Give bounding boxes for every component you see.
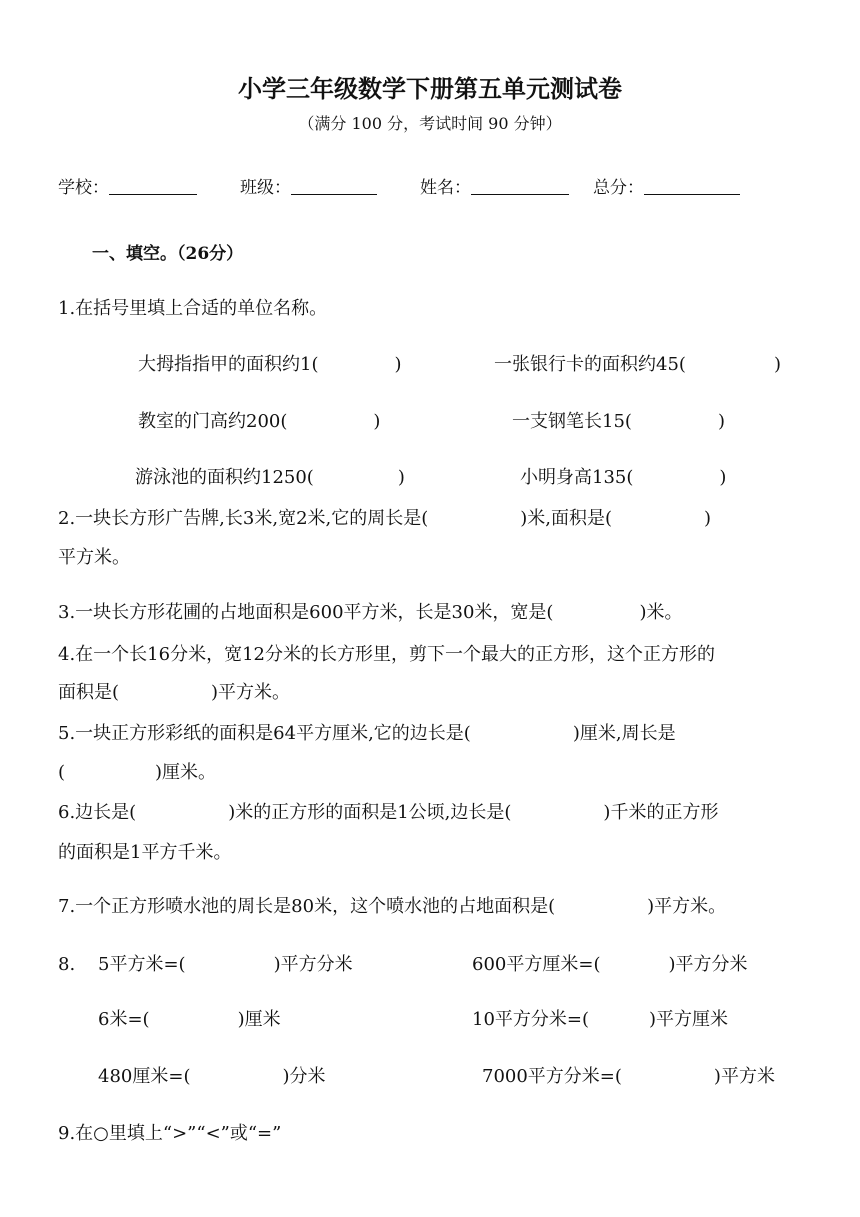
q8-number: 8.: [58, 954, 76, 975]
q1-row3-right: 小明身高135( ): [520, 467, 727, 488]
q1-prompt: 1.在括号里填上合适的单位名称。: [58, 298, 328, 319]
q2-line1: 2.一块长方形广告牌,长3米,宽2米,它的周长是( )米,面积是( ): [58, 508, 712, 529]
q6-line2: 的面积是1平方千米。: [58, 842, 232, 863]
school-field: [58, 178, 197, 197]
q4-line1: 4.在一个长16分米，宽12分米的长方形里，剪下一个最大的正方形，这个正方形的: [58, 644, 715, 665]
q7-line: 7.一个正方形喷水池的周长是80米，这个喷水池的占地面积是( )平方米。: [58, 896, 727, 917]
score-field: [593, 178, 740, 197]
q8-item-c2: 7000平方分米=( )平方米: [482, 1066, 775, 1087]
q8-item-b2: 10平方分米=( )平方厘米: [472, 1009, 729, 1030]
q9-prompt: 9.在○里填上“>”“<”或“=”: [58, 1123, 282, 1144]
score-label: 总分：: [593, 178, 644, 198]
exam-subtitle: （满分 100 分，考试时间 90 分钟）: [298, 114, 562, 133]
class-blank[interactable]: [291, 178, 377, 195]
q1-row2-left: 教室的门高约200( ): [138, 411, 381, 432]
q6-line1: 6.边长是( )米的正方形的面积是1公顷,边长是( )千米的正方形: [58, 802, 719, 823]
q5-line1: 5.一块正方形彩纸的面积是64平方厘米,它的边长是( )厘米,周长是: [58, 723, 676, 744]
q4-line2: 面积是( )平方米。: [58, 682, 291, 703]
q5-line2: ( )厘米。: [58, 762, 217, 783]
q1-row2-right: 一支钢笔长15( ): [512, 411, 725, 432]
class-label: 班级：: [240, 178, 291, 198]
q1-row3-left: 游泳池的面积约1250( ): [135, 467, 405, 488]
q1-row1-right: 一张银行卡的面积约45( ): [494, 354, 781, 375]
school-label: 学校：: [58, 178, 109, 198]
q1-row1-left: 大拇指指甲的面积约1( ): [138, 354, 402, 375]
q8-item-a1: 5平方米=( )平方分米: [98, 954, 353, 975]
q8-item-c1: 480厘米=( )分米: [98, 1066, 326, 1087]
exam-title: 小学三年级数学下册第五单元测试卷: [238, 74, 622, 103]
q8-item-a2: 600平方厘米=( )平方分米: [472, 954, 748, 975]
school-blank[interactable]: [109, 178, 197, 195]
name-blank[interactable]: [471, 178, 569, 195]
name-label: 姓名：: [420, 178, 471, 198]
q2-line2: 平方米。: [58, 547, 130, 568]
q3-line: 3.一块长方形花圃的占地面积是600平方米，长是30米，宽是( )米。: [58, 602, 683, 623]
name-field: [420, 178, 569, 197]
section-fill-blank-title: 一、填空。（26分）: [92, 244, 244, 264]
q8-item-b1: 6米=( )厘米: [98, 1009, 281, 1030]
score-blank[interactable]: [644, 178, 740, 195]
class-field: [240, 178, 377, 197]
